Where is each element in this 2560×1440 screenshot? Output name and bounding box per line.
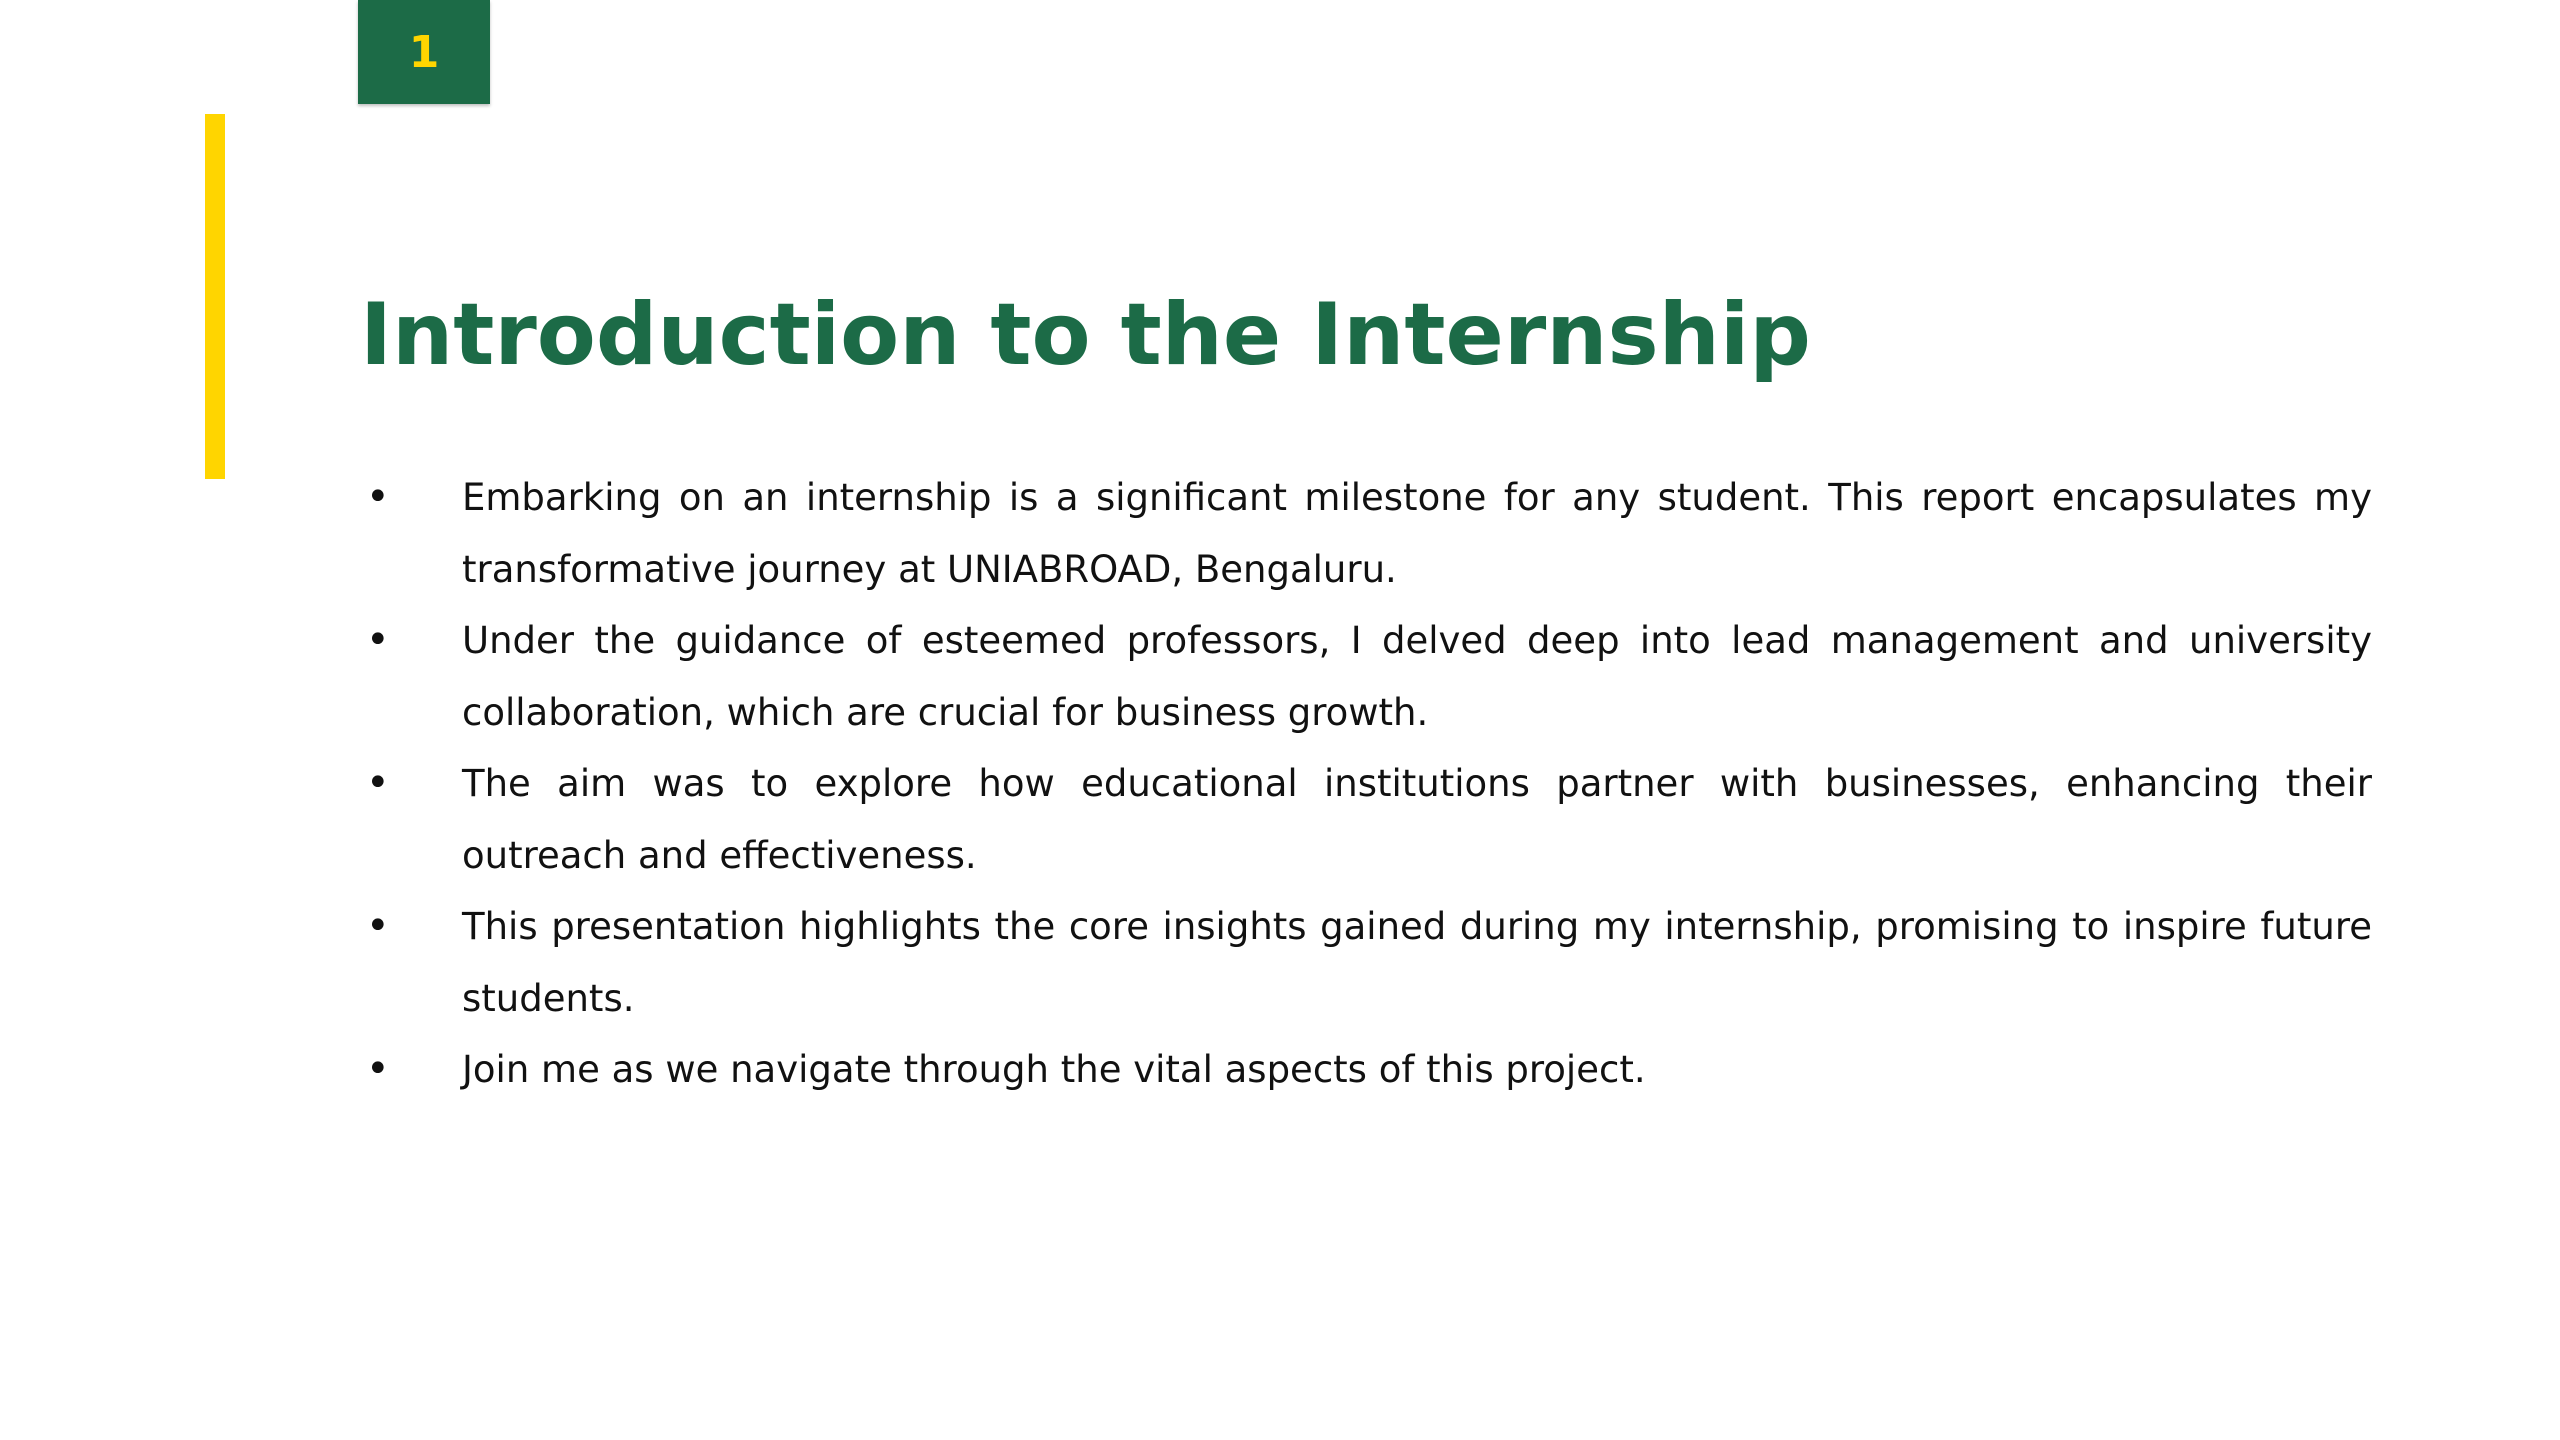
bullet-text: Join me as we navigate through the vital aspects of this project. xyxy=(462,1048,1646,1091)
bullet-item xyxy=(360,891,2372,1034)
slide-title: Introduction to the Internship xyxy=(360,285,1811,385)
bullet-text: Under the guidance of esteemed professors, I delved deep into lead management and university collaboration, which are crucial for business growth. xyxy=(462,619,2372,734)
bullet-text: This presentation highlights the core insights gained during my internship, promising to inspire future students. xyxy=(462,905,2372,1020)
slide-number-badge xyxy=(358,0,490,104)
bullet-icon: • xyxy=(366,474,390,520)
bullet-text: The aim was to explore how educational institutions partner with businesses, enhancing their outreach and effectiveness. xyxy=(462,762,2372,877)
bullet-item xyxy=(360,748,2372,891)
bullet-list xyxy=(360,462,2372,1106)
bullet-icon: • xyxy=(366,903,390,949)
slide-number: 1 xyxy=(408,26,440,78)
bullet-item xyxy=(360,605,2372,748)
bullet-icon: • xyxy=(366,1046,390,1092)
bullet-icon: • xyxy=(366,760,390,806)
bullet-item xyxy=(360,1034,2372,1106)
bullet-icon: • xyxy=(366,617,390,663)
bullet-item xyxy=(360,462,2372,605)
bullet-text: Embarking on an internship is a significant milestone for any student. This report encapsulates my transformative journey at UNIABROAD, Bengaluru. xyxy=(462,476,2372,591)
accent-bar xyxy=(205,114,225,479)
